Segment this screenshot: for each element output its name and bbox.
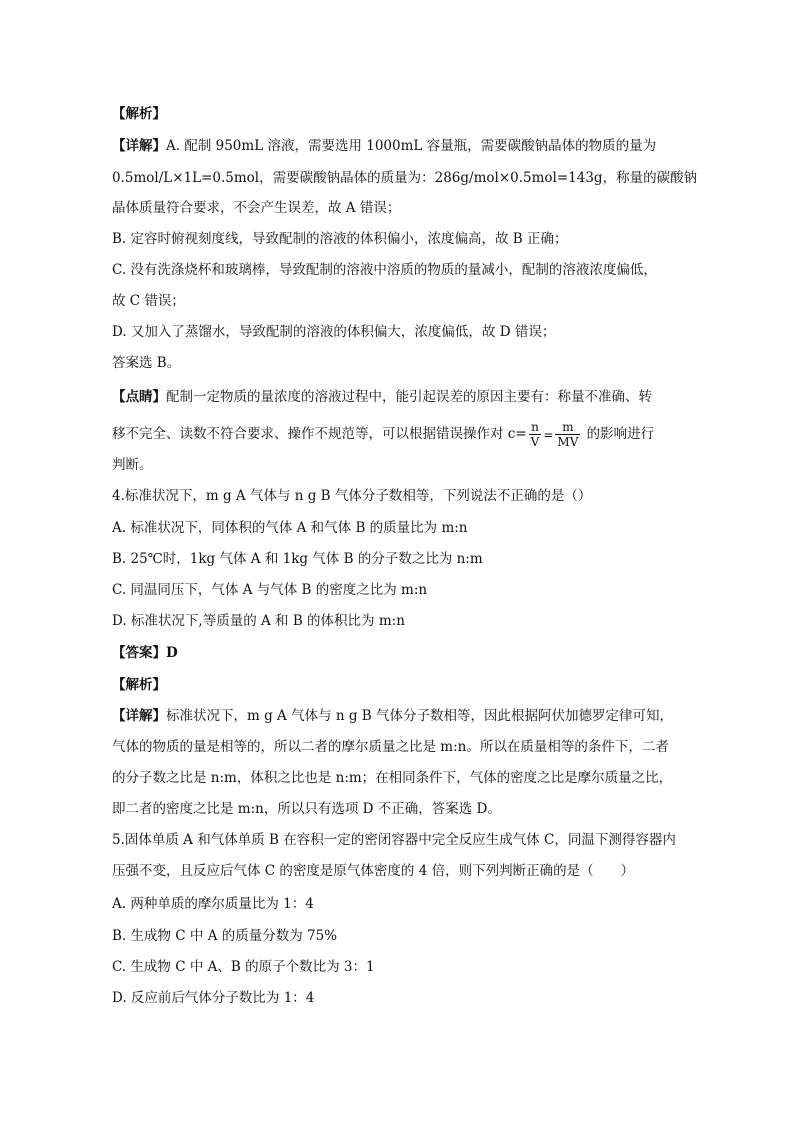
formula-equals: = bbox=[543, 427, 554, 442]
q4-option-a: A. 标准状况下，同体积的气体 A 和气体 B 的质量比为 m:n bbox=[112, 520, 468, 536]
q4-detail-label: 【详解】 bbox=[112, 708, 166, 724]
q4-detail-text-2: 气体的物质的量是相等的，所以二者的摩尔质量之比是 m:n。所以在质量相等的条件下，二者 bbox=[112, 739, 669, 755]
q3-detail-c-text-1: C. 没有洗涤烧杯和玻璃棒，导致配制的溶液中溶质的物质的量减小，配制的溶液浓度偏低， bbox=[112, 262, 657, 278]
q3-detail-a-text-2: 0.5mol/L×1L=0.5mol，需要碳酸钠晶体的质量为：286g/mol×0.5mol=143g，称量的碳酸钠 bbox=[112, 170, 698, 186]
formula-fraction-m-over-mv bbox=[555, 420, 580, 449]
formula-numerator-m: m bbox=[555, 420, 580, 435]
q4-analysis-heading: 【解析】 bbox=[112, 677, 166, 693]
formula-denominator-mv: MV bbox=[557, 435, 579, 449]
q3-note-text-1: 配制一定物质的量浓度的溶液过程中，能引起误差的原因主要有：称量不准确、转 bbox=[166, 389, 652, 405]
q3-detail-d: D. 又加入了蒸馏水，导致配制的溶液的体积偏大，浓度偏低，故 D 错误； bbox=[112, 324, 556, 340]
q5-option-d: D. 反应前后气体分子数比为 1：4 bbox=[112, 990, 315, 1006]
q5-option-b: B. 生成物 C 中 A 的质量分数为 75% bbox=[112, 928, 338, 944]
formula-denominator-v: V bbox=[530, 435, 540, 449]
q4-option-c: C. 同温同压下，气体 A 与气体 B 的密度之比为 m:n bbox=[112, 582, 428, 598]
q3-detail-line-1 bbox=[112, 136, 656, 156]
q3-note-line-1 bbox=[112, 387, 652, 407]
q4-option-b: B. 25℃时，1kg 气体 A 和 1kg 气体 B 的分子数之比为 n:m bbox=[112, 551, 483, 567]
q3-note-text-3: 判断。 bbox=[112, 457, 153, 473]
q3-detail-c-text-2: 故 C 错误； bbox=[112, 293, 185, 309]
q3-detail-a-text-3: 晶体质量符合要求，不会产生误差，故 A 错误； bbox=[112, 200, 401, 216]
q4-detail-text-4: 即二者的密度之比是 m:n，所以只有选项 D 不正确，答案选 D。 bbox=[112, 801, 501, 817]
q4-option-d: D. 标准状况下,等质量的 A 和 B 的体积比为 m:n bbox=[112, 613, 405, 629]
formula-numerator-n: n bbox=[529, 420, 542, 435]
q3-detail-label: 【详解】 bbox=[112, 138, 166, 154]
q3-note-text-2-after: 的影响进行 bbox=[586, 426, 655, 442]
q4-detail-text-3: 的分子数之比是 n:m，体积之比也是 n:m；在相同条件下，气体的密度之比是摩尔质量之比， bbox=[112, 770, 673, 786]
q4-stem: 4.标准状况下，m g A 气体与 n g B 气体分子数相等，下列说法不正确的是（） bbox=[112, 488, 592, 504]
q4-detail-line-1 bbox=[112, 706, 673, 726]
q3-analysis-heading: 【解析】 bbox=[112, 106, 166, 122]
q5-option-a: A. 两种单质的摩尔质量比为 1：4 bbox=[112, 896, 314, 912]
q4-answer: 【答案】D bbox=[112, 645, 178, 661]
q3-note-text-2-before: 移不完全、读数不符合要求、操作不规范等，可以根据错误操作对 c= bbox=[112, 426, 527, 442]
q5-stem-2: 压强不变，且反应后气体 C 的密度是原气体密度的 4 倍，则下列判断正确的是（ ） bbox=[112, 863, 635, 879]
q3-detail-a-text-1: A. 配制 950mL 溶液，需要选用 1000mL 容量瓶，需要碳酸钠晶体的物质的量为 bbox=[166, 138, 657, 154]
q5-stem-1: 5.固体单质 A 和气体单质 B 在容积一定的密闭容器中完全反应生成气体 C，同温下测得容器内 bbox=[112, 832, 676, 848]
q4-detail-text-1: 标准状况下，m g A 气体与 n g B 气体分子数相等，因此根据阿伏加德罗定律可知， bbox=[166, 708, 673, 724]
formula-fraction-n-over-v bbox=[529, 420, 542, 449]
q3-answer-line: 答案选 B。 bbox=[112, 355, 181, 371]
q3-detail-b: B. 定容时俯视刻度线，导致配制的溶液的体积偏小，浓度偏高，故 B 正确； bbox=[112, 231, 568, 247]
q5-option-c: C. 生成物 C 中 A、B 的原子个数比为 3：1 bbox=[112, 959, 375, 975]
q3-note-line-2 bbox=[112, 418, 654, 450]
q3-note-label: 【点睛】 bbox=[112, 389, 166, 405]
